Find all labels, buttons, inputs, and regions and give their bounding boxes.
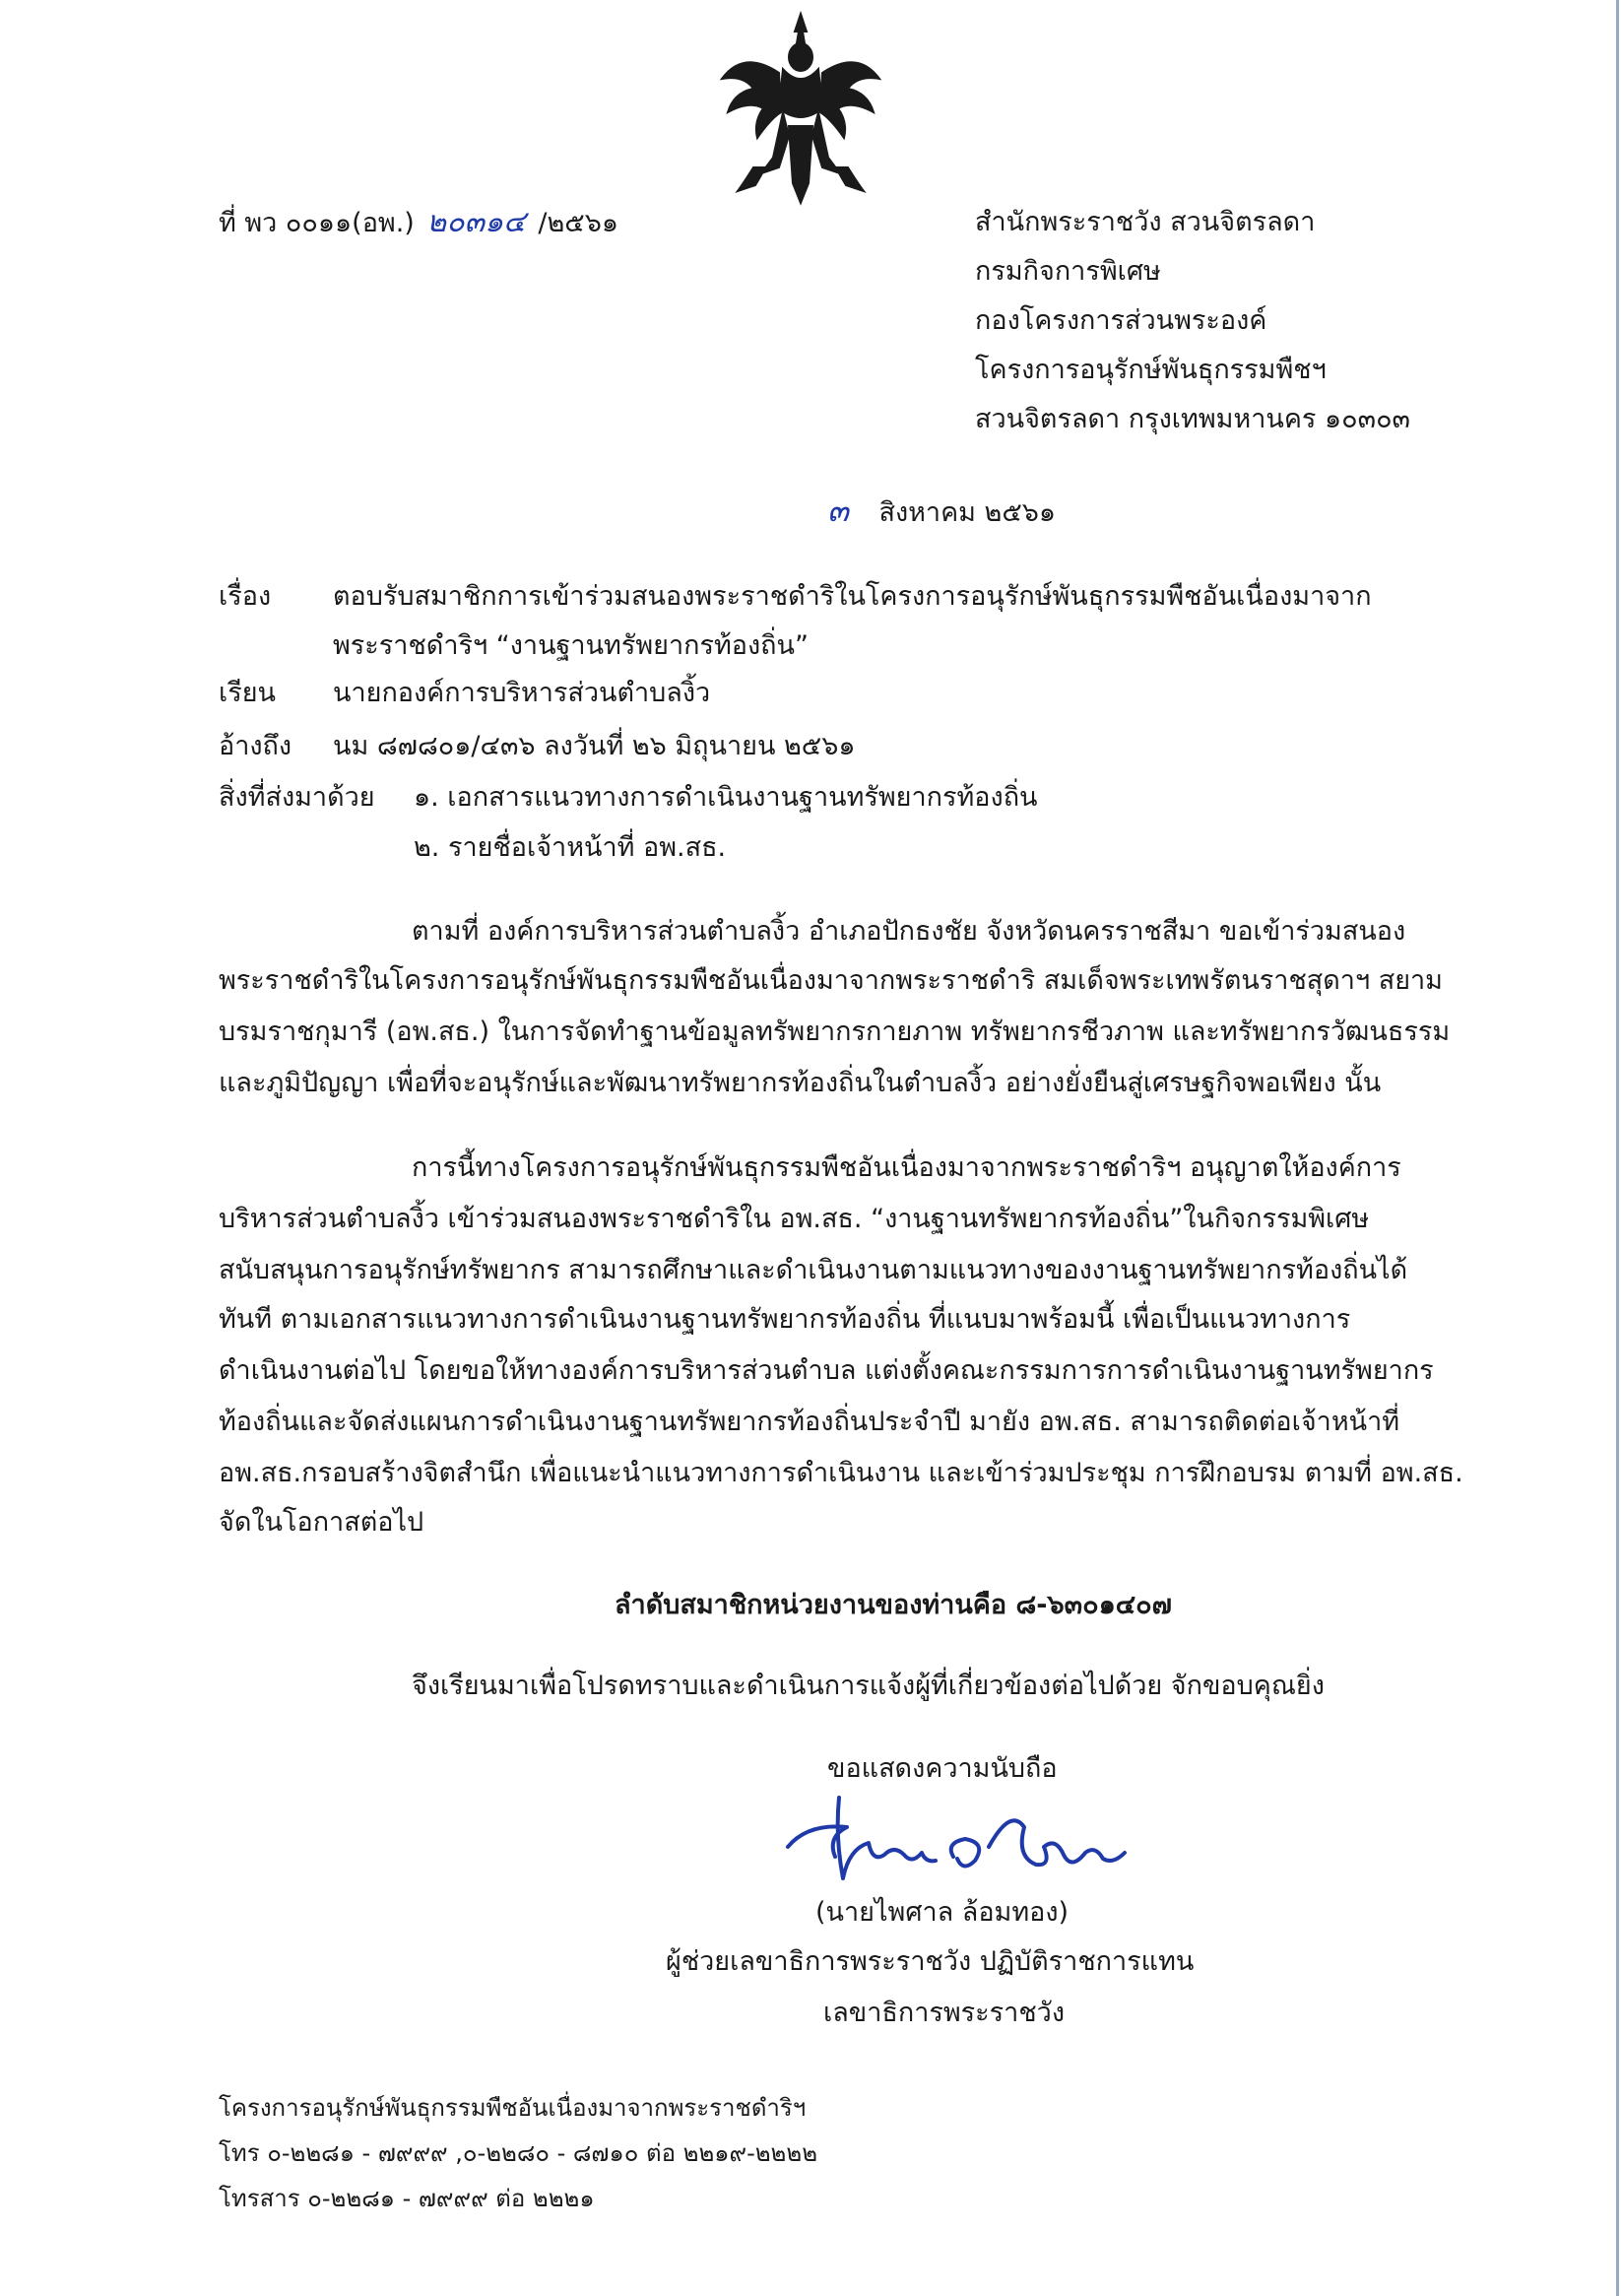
paragraph-line: ดำเนินงานต่อไป โดยขอให้ทางองค์การบริหารส่วนตำบล แต่งตั้งคณะกรรมการการดำเนินงานฐานทรัพยากร: [219, 1355, 1434, 1386]
footer-line: โครงการอนุรักษ์พันธุกรรมพืชอันเนื่องมาจากพระราชดำริฯ: [219, 2094, 807, 2122]
signer-title: ผู้ช่วยเลขาธิการพระราชวัง ปฏิบัติราชการแทน: [666, 1946, 1195, 1977]
subject-label: เรื่อง: [219, 581, 272, 612]
sender-line: สวนจิตรลดา กรุงเทพมหานคร ๑๐๓๐๓: [975, 404, 1411, 434]
paragraph-line: ท้องถิ่นและจัดส่งแผนการดำเนินงานฐานทรัพยากรท้องถิ่นประจำปี มายัง อพ.สธ. สามารถติดต่อเจ้าหน้าที่: [219, 1407, 1400, 1437]
subject-line: ตอบรับสมาชิกการเข้าร่วมสนองพระราชดำริในโครงการอนุรักษ์พันธุกรรมพืชอันเนื่องมาจาก: [333, 581, 1372, 612]
paragraph-line: พระราชดำริในโครงการอนุรักษ์พันธุกรรมพืชอันเนื่องมาจากพระราชดำริ สมเด็จพระเทพรัตนราชสุดาฯ สยาม: [219, 965, 1443, 996]
page-edge-line: [1616, 0, 1619, 2296]
footer-line: โทรสาร ๐-๒๒๘๑ - ๗๙๙๙ ต่อ ๒๒๒๑: [219, 2185, 595, 2212]
paragraph-line: บริหารส่วนตำบลงิ้ว เข้าร่วมสนองพระราชดำริใน อพ.สธ. “งานฐานทรัพยากรท้องถิ่น”ในกิจกรรมพิเศษ: [219, 1204, 1370, 1234]
sender-line: สำนักพระราชวัง สวนจิตรลดา: [975, 207, 1316, 237]
sender-line: กองโครงการส่วนพระองค์: [975, 305, 1267, 336]
paragraph-line: การนี้ทางโครงการอนุรักษ์พันธุกรรมพืชอันเนื่องมาจากพระราชดำริฯ อนุญาตให้องค์การ: [412, 1152, 1401, 1183]
reference-value: นม ๘๗๘๐๑/๔๓๖ ลงวันที่ ๒๖ มิถุนายน ๒๕๖๑: [333, 731, 856, 761]
letter-date: [827, 492, 1056, 531]
reference-suffix: /๒๕๖๑: [538, 208, 618, 238]
enclosure-item: ๒. รายชื่อเจ้าหน้าที่ อพ.สธ.: [414, 832, 727, 863]
paragraph-line: อพ.สธ.กรอบสร้างจิตสำนึก เพื่อแนะนำแนวทางการดำเนินงาน และเข้าร่วมประชุม การฝึกอบรม ตามที่ อพ.สธ.: [219, 1458, 1463, 1488]
paragraph-line: สนับสนุนการอนุรักษ์ทรัพยากร สามารถศึกษาและดำเนินงานตามแนวทางของงานฐานทรัพยากรท้องถิ่นได้: [219, 1255, 1408, 1285]
paragraph-line: จัดในโอกาสต่อไป: [219, 1507, 424, 1538]
sender-line: โครงการอนุรักษ์พันธุกรรมพืชฯ: [975, 355, 1327, 385]
to-label: เรียน: [219, 678, 277, 708]
reference-handwritten-number: ๒๐๓๑๔: [426, 205, 526, 239]
member-number: ลำดับสมาชิกหน่วยงานของท่านคือ ๘-๖๓๐๑๔๐๗: [615, 1590, 1172, 1620]
reference-label: อ้างถึง: [219, 731, 292, 761]
signer-title: เลขาธิการพระราชวัง: [823, 1998, 1066, 2028]
to-value: นายกองค์การบริหารส่วนตำบลงิ้ว: [333, 678, 711, 708]
paragraph-line: และภูมิปัญญา เพื่อที่จะอนุรักษ์และพัฒนาทรัพยากรท้องถิ่นในตำบลงิ้ว อย่างยั่งยืนสู่เศรษฐกิจพอเพียง นั้น: [219, 1068, 1382, 1098]
date-month-year: สิงหาคม ๒๕๖๑: [878, 497, 1057, 528]
paragraph-line: ตามที่ องค์การบริหารส่วนตำบลงิ้ว อำเภอปักธงชัย จังหวัดนครราชสีมา ขอเข้าร่วมสนอง: [412, 916, 1406, 947]
regards: ขอแสดงความนับถือ: [827, 1753, 1058, 1784]
garuda-emblem-icon: [714, 10, 887, 207]
paragraph-line: บรมราชกุมารี (อพ.สธ.) ในการจัดทำฐานข้อมูลทรัพยากรกายภาพ ทรัพยากรชีวภาพ และทรัพยากรวัฒนธรรม: [219, 1017, 1451, 1047]
paragraph-line: ทันที ตามเอกสารแนวทางการดำเนินงานฐานทรัพยากรท้องถิ่น ที่แนบมาพร้อมนี้ เพื่อเป็นแนวทางการ: [219, 1304, 1351, 1335]
reference-prefix: ที่ พว ๐๐๑๑(อพ.): [219, 208, 415, 238]
date-day-handwritten: ๓: [827, 492, 849, 529]
closing-request: จึงเรียนมาเพื่อโปรดทราบและดำเนินการแจ้งผู้ที่เกี่ยวข้องต่อไปด้วย จักขอบคุณยิ่ง: [412, 1671, 1325, 1701]
enclosure-label: สิ่งที่ส่งมาด้วย: [219, 782, 375, 813]
footer-line: โทร ๐-๒๒๘๑ - ๗๙๙๙ ,๐-๒๒๘๐ - ๘๗๑๐ ต่อ ๒๒๑๙-๒๒๒๒: [219, 2139, 818, 2167]
subject-line: พระราชดำริฯ “งานฐานทรัพยากรท้องถิ่น”: [333, 630, 809, 661]
sender-line: กรมกิจการพิเศษ: [975, 256, 1161, 287]
handwritten-signature-icon: [778, 1788, 1152, 1896]
signer-name: (นายไพศาล ล้อมทอง): [815, 1897, 1070, 1928]
reference-number: [219, 205, 618, 241]
enclosure-item: ๑. เอกสารแนวทางการดำเนินงานฐานทรัพยากรท้องถิ่น: [414, 782, 1038, 813]
